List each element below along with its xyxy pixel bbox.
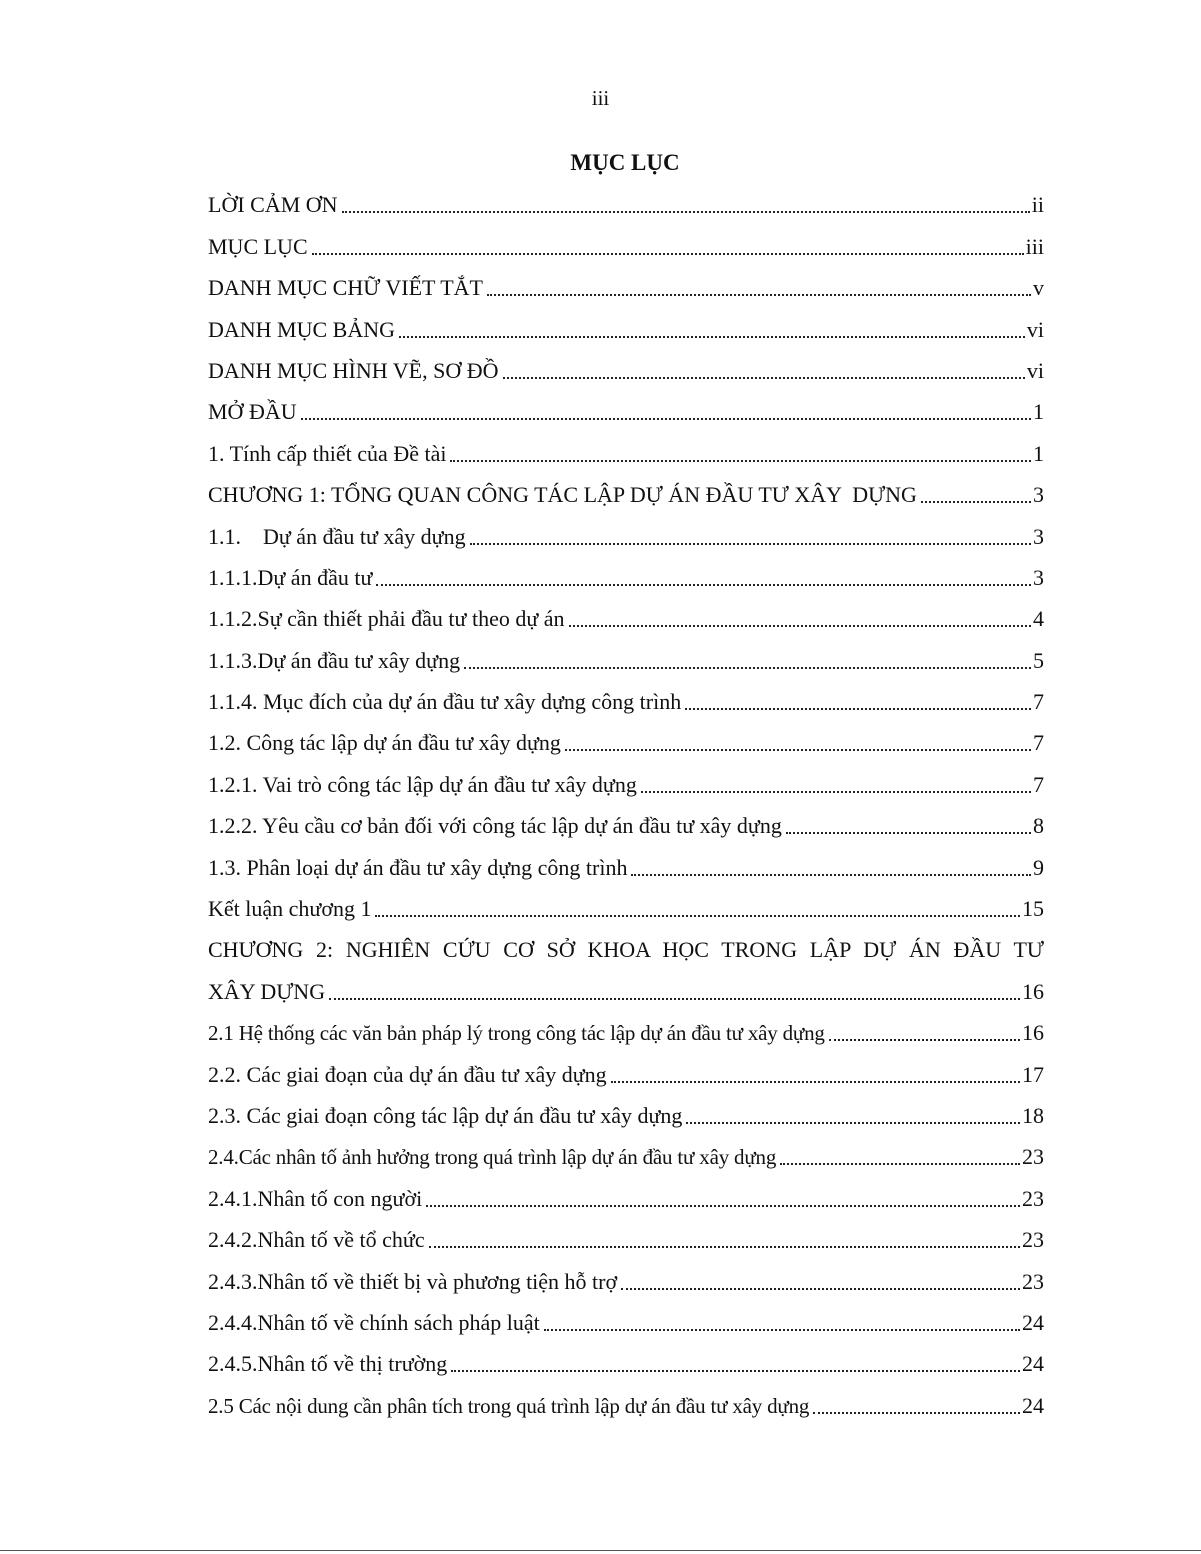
toc-entry (208, 763, 1044, 804)
toc-entry-page: 16 (1022, 1020, 1044, 1046)
toc-entry-page: 16 (1022, 978, 1044, 1004)
dot-leader (611, 1081, 1020, 1083)
toc-entry-page: 9 (1033, 854, 1044, 880)
dot-leader (544, 1329, 1020, 1331)
toc-entry-page: 24 (1022, 1309, 1044, 1335)
dot-leader (829, 1039, 1020, 1041)
toc-entry-page: 23 (1022, 1185, 1044, 1211)
toc-entry-label: 2.5 Các nội dung cần phân tích trong quá trình lập dự án đầu tư xây dựng (208, 1393, 810, 1418)
toc-entry (208, 1053, 1044, 1094)
toc-entry-page: 23 (1022, 1268, 1044, 1294)
dot-leader (786, 832, 1031, 834)
toc-entry-label: 1.1. Dự án đầu tư xây dựng (208, 523, 466, 549)
toc-entry (208, 432, 1044, 473)
toc-entry (208, 1219, 1044, 1260)
dot-leader (375, 915, 1020, 917)
toc-entry-page: 8 (1033, 813, 1044, 839)
toc-entry-label: 1. Tính cấp thiết của Đề tài (208, 440, 447, 466)
toc-entry-page: 23 (1022, 1227, 1044, 1253)
dot-leader (312, 253, 1024, 255)
toc-entry-page: 7 (1033, 730, 1044, 756)
dot-leader (780, 1163, 1020, 1165)
toc-entry (208, 184, 1044, 225)
dot-leader (631, 874, 1031, 876)
toc-entry (208, 267, 1044, 308)
toc-entry-label: 2.4.4.Nhân tố về chính sách pháp luật (208, 1309, 540, 1335)
dot-leader (921, 501, 1031, 503)
toc-entry (208, 722, 1044, 763)
toc-entry (208, 929, 1044, 970)
toc-entry-page: 1 (1033, 440, 1044, 466)
dot-leader (342, 211, 1030, 213)
toc-entry-page: ii (1031, 192, 1044, 218)
dot-leader (376, 584, 1031, 586)
toc-entry (208, 598, 1044, 639)
toc-entry-label: 2.4.Các nhân tố ảnh hưởng trong quá trình lập dự án đầu tư xây dựng (208, 1145, 777, 1170)
dot-leader (329, 998, 1020, 1000)
toc-entry-label: Kết luận chương 1 (208, 896, 372, 922)
toc-entry-label: LỜI CẢM ƠN (208, 192, 338, 218)
toc-entry-page: vi (1026, 316, 1044, 342)
toc-entry-label: 2.4.1.Nhân tố con người (208, 1185, 423, 1211)
toc-title: MỤC LỤC (570, 150, 680, 175)
toc-entry-page: vi (1026, 357, 1044, 383)
toc-entry-label: 1.2.2. Yêu cầu cơ bản đối với công tác lập dự án đầu tư xây dựng (208, 813, 782, 839)
toc-entry (208, 805, 1044, 846)
toc-entry-label: MỤC LỤC (208, 233, 308, 259)
toc-entry (208, 1343, 1044, 1384)
dot-leader (399, 336, 1025, 338)
toc-entry-label: 1.1.1.Dự án đầu tư (208, 564, 373, 590)
dot-leader (641, 791, 1031, 793)
toc-entry-page: 17 (1022, 1061, 1044, 1087)
dot-leader (813, 1412, 1020, 1414)
toc-entry (208, 1384, 1044, 1425)
toc-entry (208, 1095, 1044, 1136)
toc-entry-page: 15 (1022, 896, 1044, 922)
dot-leader (301, 418, 1031, 420)
toc-entry (208, 1177, 1044, 1218)
toc-entry (208, 639, 1044, 680)
toc-entry (208, 888, 1044, 929)
toc-entry-label: CHƯƠNG 1: TỔNG QUAN CÔNG TÁC LẬP DỰ ÁN ĐẦU TƯ XÂY DỰNG (208, 482, 917, 508)
dot-leader (470, 543, 1031, 545)
toc-entry-page: 3 (1033, 564, 1044, 590)
toc-entry-page: 24 (1022, 1351, 1044, 1377)
toc-entry-page: 7 (1033, 771, 1044, 797)
dot-leader (569, 625, 1031, 627)
toc-entry-page: 5 (1033, 647, 1044, 673)
toc-entry (208, 308, 1044, 349)
toc-entry (208, 391, 1044, 432)
toc-entry-label: MỞ ĐẦU (208, 399, 297, 425)
toc-entry-label: 2.4.3.Nhân tố về thiết bị và phương tiện hỗ trợ (208, 1268, 618, 1294)
toc-entry-page: iii (1025, 233, 1044, 259)
dot-leader (464, 667, 1031, 669)
toc-entry-label: 1.2. Công tác lập dự án đầu tư xây dựng (208, 730, 561, 756)
dot-leader (503, 377, 1025, 379)
toc-entry-label: DANH MỤC CHỮ VIẾT TẮT (208, 275, 483, 301)
toc-entry-label: 1.2.1. Vai trò công tác lập dự án đầu tư xây dựng (208, 771, 637, 797)
toc-entry (208, 350, 1044, 391)
toc-entry-page: 7 (1033, 689, 1044, 715)
toc-entry (208, 557, 1044, 598)
toc-entry (208, 970, 1044, 1011)
toc-entry-page: 23 (1022, 1144, 1044, 1170)
toc-entry-label: 2.1 Hệ thống các văn bản pháp lý trong công tác lập dự án đầu tư xây dựng (208, 1021, 825, 1046)
toc-entry-page: 3 (1033, 523, 1044, 549)
toc-entry-label: 2.3. Các giai đoạn công tác lập dự án đầu tư xây dựng (208, 1102, 683, 1128)
toc-entry-page: 24 (1022, 1392, 1044, 1418)
toc-entry (208, 1136, 1044, 1177)
toc-entry-label: DANH MỤC BẢNG (208, 316, 396, 342)
toc-entry-label: 1.1.3.Dự án đầu tư xây dựng (208, 647, 461, 673)
dot-leader (565, 749, 1031, 751)
toc-entry-label: 2.2. Các giai đoạn của dự án đầu tư xây dựng (208, 1061, 607, 1087)
toc-entry (208, 1302, 1044, 1343)
page-number: iii (591, 86, 610, 110)
toc-entry-page: v (1033, 275, 1044, 301)
toc-entry-label: 1.3. Phân loại dự án đầu tư xây dựng công trình (208, 854, 628, 880)
dot-leader (487, 294, 1031, 296)
toc-entry (208, 1012, 1044, 1053)
toc-entry-label: CHƯƠNG 2: NGHIÊN CỨU CƠ SỞ KHOA HỌC TRONG LẬP DỰ ÁN ĐẦU TƯ (208, 937, 1044, 963)
toc-entry-page: 3 (1033, 482, 1044, 508)
toc-entry-label: XÂY DỰNG (208, 978, 326, 1004)
table-of-contents (208, 184, 1044, 1426)
toc-entry (208, 474, 1044, 515)
dot-leader (685, 708, 1031, 710)
toc-entry (208, 846, 1044, 887)
toc-entry-label: DANH MỤC HÌNH VẼ, SƠ ĐỒ (208, 357, 499, 383)
toc-entry (208, 681, 1044, 722)
toc-entry-label: 2.4.2.Nhân tố về tổ chức (208, 1227, 425, 1253)
toc-entry-page: 18 (1022, 1102, 1044, 1128)
dot-leader (426, 1205, 1020, 1207)
toc-entry (208, 225, 1044, 266)
bottom-rule (0, 1550, 1201, 1551)
toc-entry-label: 2.4.5.Nhân tố về thị trường (208, 1351, 448, 1377)
toc-entry-label: 1.1.2.Sự cần thiết phải đầu tư theo dự án (208, 606, 565, 632)
toc-entry (208, 1260, 1044, 1301)
dot-leader (429, 1246, 1020, 1248)
toc-entry-page: 1 (1033, 399, 1044, 425)
dot-leader (686, 1122, 1020, 1124)
dot-leader (451, 1370, 1020, 1372)
toc-entry-page: 4 (1033, 606, 1044, 632)
dot-leader (621, 1288, 1020, 1290)
toc-entry-label: 1.1.4. Mục đích của dự án đầu tư xây dựng công trình (208, 689, 682, 715)
dot-leader (450, 460, 1031, 462)
toc-entry (208, 515, 1044, 556)
